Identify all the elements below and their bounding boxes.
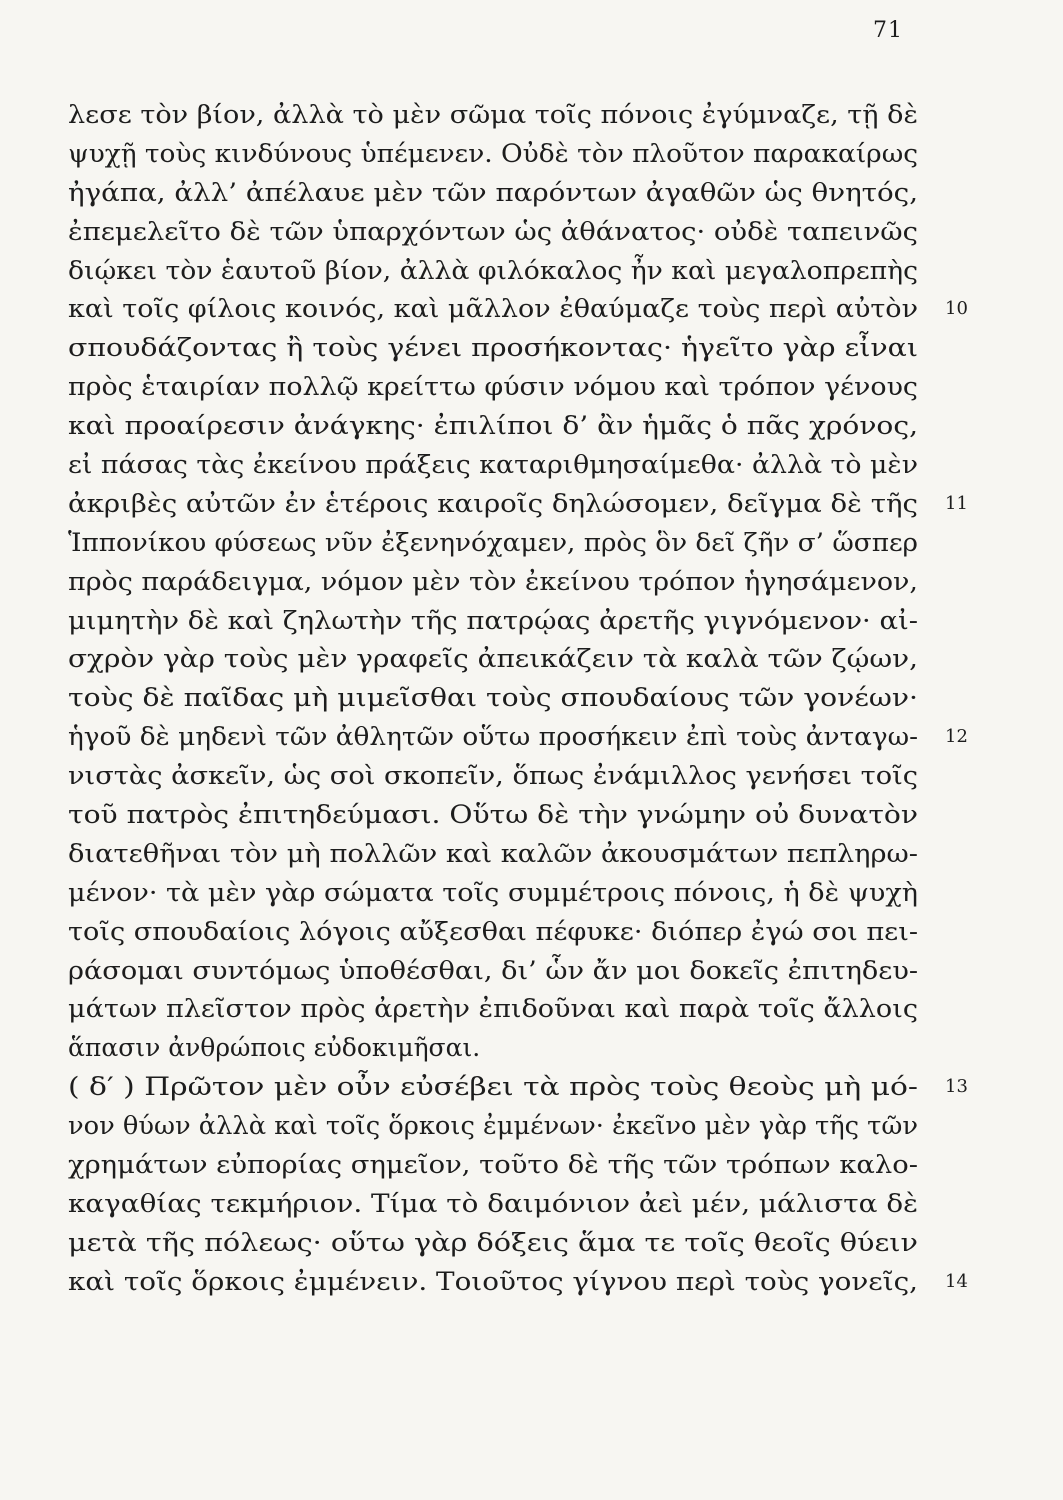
line-text: ( δ′ ) Πρῶτον μὲν οὖν εὐσέβει τὰ πρὸς τοὺς θεοὺς μὴ μό- [68,1072,918,1102]
line-text: νον θύων ἀλλὰ καὶ τοῖς ὅρκοις ἐμμένων· ἐκεῖνο μὲν γὰρ τῆς τῶν [68,1111,918,1141]
text-line [68,757,928,796]
line-text: καὶ τοῖς ὅρκοις ἐμμένειν. Τοιοῦτος γίγνου περὶ τοὺς γονεῖς, [68,1266,918,1296]
line-text: εἰ πάσας τὰς ἐκείνου πράξεις καταριθμησαίμεθα· ἀλλὰ τὸ μὲν [68,450,918,480]
text-line [68,874,928,913]
line-text: διατεθῆναι τὸν μὴ πολλῶν καὶ καλῶν ἀκουσμάτων πεπληρω- [68,838,918,868]
text-line [68,602,928,641]
line-text: διῴκει τὸν ἑαυτοῦ βίον, ἀλλὰ φιλόκαλος ἦν καὶ μεγαλοπρεπὴς [68,255,918,285]
line-text: ράσομαι συντόμως ὑποθέσθαι, δι’ ὧν ἄν μοι δοκεῖς ἐπιτηδευ- [68,955,918,985]
line-text: νιστὰς ἀσκεῖν, ὡς σοὶ σκοπεῖν, ὅπως ἐνάμιλλος γενήσει τοῖς [68,761,918,791]
line-text: ἡγοῦ δὲ μηδενὶ τῶν ἀθλητῶν οὕτω προσήκειν ἐπὶ τοὺς ἀνταγω- [68,722,918,752]
text-line [68,1068,968,1107]
line-text: μάτων πλεῖστον πρὸς ἀρετὴν ἐπιδοῦναι καὶ παρὰ τοῖς ἄλλοις [68,994,919,1024]
text-line [68,990,928,1029]
line-text: σχρὸν γὰρ τοὺς μὲν γραφεῖς ἀπεικάζειν τὰ καλὰ τῶν ζῴων, [68,644,918,674]
section-number: 13 [945,1076,968,1098]
text-line [68,1185,928,1224]
line-text: τοὺς δὲ παῖδας μὴ μιμεῖσθαι τοὺς σπουδαίους τῶν γονέων· [68,683,918,713]
text-line [68,213,928,252]
text-line [68,1107,928,1146]
line-text: ἠγάπα, ἀλλ’ ἀπέλαυε μὲν τῶν παρόντων ἀγαθῶν ὡς θνητός, [68,177,919,207]
section-number: 14 [945,1270,968,1292]
text-line [68,679,928,718]
text-line [68,329,928,368]
text-line [68,135,928,174]
text-line [68,952,928,991]
text-line [68,718,968,757]
text-line [68,446,928,485]
text-line [68,1146,928,1185]
text-line [68,407,928,446]
line-text: τοῦ πατρὸς ἐπιτηδεύμασι. Οὕτω δὲ τὴν γνώμην οὐ δυνατὸν [68,800,918,830]
line-text: μιμητὴν δὲ καὶ ζηλωτὴν τῆς πατρῴας ἀρετῆς γιγνόμενον· αἰ- [68,605,918,635]
text-line [68,796,928,835]
line-text: μένον· τὰ μὲν γὰρ σώματα τοῖς συμμέτροις πόνοις, ἡ δὲ ψυχὴ [68,877,918,907]
line-text: ἀκριβὲς αὐτῶν ἐν ἑτέροις καιροῖς δηλώσομεν, δεῖγμα δὲ τῆς [68,488,918,518]
text-line [68,252,928,291]
text-line [68,174,928,213]
section-number: 10 [945,298,968,320]
line-text: ψυχῇ τοὺς κινδύνους ὑπέμενεν. Οὐδὲ τὸν πλοῦτον παρακαίρως [68,138,919,168]
line-text: λεσε τὸν βίον, ἀλλὰ τὸ μὲν σῶμα τοῖς πόνοις ἐγύμναζε, τῇ δὲ [68,100,918,129]
text-line [68,1029,928,1068]
line-text: τοῖς σπουδαίοις λόγοις αὔξεσθαι πέφυκε· διόπερ ἐγώ σοι πει- [68,916,918,946]
line-text: πρὸς ἑταιρίαν πολλῷ κρείττω φύσιν νόμου καὶ τρόπον γένους [68,372,918,402]
line-text: ἅπασιν ἀνθρώποις εὐδοκιμῆσαι. [68,1033,481,1063]
text-line [68,290,968,329]
text-line [68,1224,928,1263]
line-text: ἐπεμελεῖτο δὲ τῶν ὑπαρχόντων ὡς ἀθάνατος· οὐδὲ ταπεινῶς [68,216,918,246]
text-line [68,835,928,874]
text-line [68,913,928,952]
text-line [68,640,928,679]
text-line [68,485,968,524]
line-text: χρημάτων εὐπορίας σημεῖον, τοῦτο δὲ τῆς τῶν τρόπων καλο- [68,1150,919,1180]
text-line [68,563,928,602]
text-line [68,368,928,407]
text-line [68,96,928,135]
line-text: Ἱππονίκου φύσεως νῦν ἐξενηνόχαμεν, πρὸς ὃν δεῖ ζῆν σ’ ὥσπερ [68,527,918,557]
text-line [68,1263,968,1302]
line-text: καὶ προαίρεσιν ἀνάγκης· ἐπιλίποι δ’ ἂν ἡμᾶς ὁ πᾶς χρόνος, [68,411,919,441]
line-text: σπουδάζοντας ἢ τοὺς γένει προσήκοντας· ἡγεῖτο γὰρ εἶναι [68,333,918,363]
greek-text-body [68,96,968,1302]
section-number: 12 [945,726,968,748]
line-text: καὶ τοῖς φίλοις κοινός, καὶ μᾶλλον ἐθαύμαζε τοὺς περὶ αὐτὸν [68,294,918,324]
line-text: μετὰ τῆς πόλεως· οὕτω γὰρ δόξεις ἅμα τε τοῖς θεοῖς θύειν [68,1227,919,1257]
page-number: 71 [873,18,903,43]
text-line [68,524,928,563]
section-number: 11 [945,492,968,514]
line-text: καγαθίας τεκμήριον. Τίμα τὸ δαιμόνιον ἀεὶ μέν, μάλιστα δὲ [68,1188,918,1218]
line-text: πρὸς παράδειγμα, νόμον μὲν τὸν ἐκείνου τρόπον ἡγησάμενον, [68,566,919,596]
